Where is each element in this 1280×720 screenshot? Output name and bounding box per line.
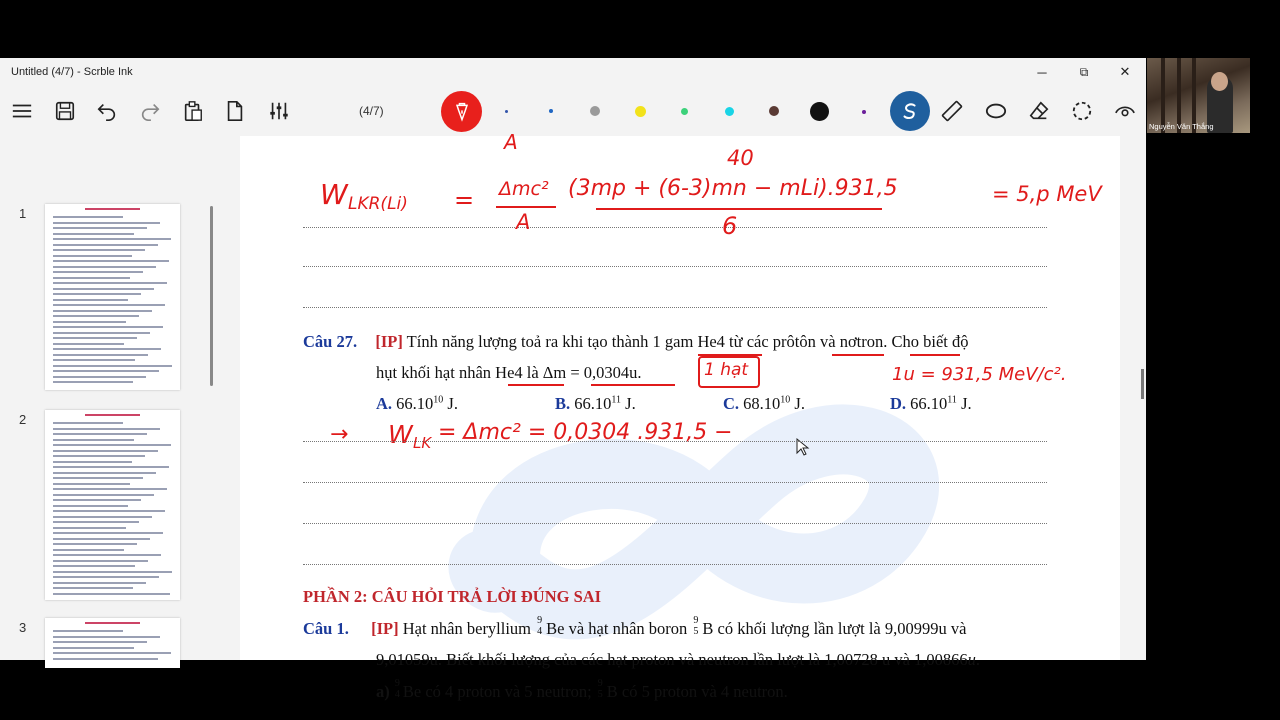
thumbnail-text-line xyxy=(53,494,154,496)
thumbnail-text-line xyxy=(53,337,137,339)
thumbnail-text-line xyxy=(53,527,126,529)
thumbnail-number: 2 xyxy=(19,412,27,427)
color-gray[interactable] xyxy=(590,106,600,116)
paste-icon[interactable] xyxy=(176,94,210,128)
thumbnail-text-line xyxy=(53,332,150,334)
thumbnail-text-line xyxy=(53,439,134,441)
undo-icon[interactable] xyxy=(90,94,124,128)
thumbnail-text-line xyxy=(53,233,134,235)
thumbnail-text-line xyxy=(53,560,148,562)
maximize-button[interactable]: ⧉ xyxy=(1079,64,1089,79)
answer-line xyxy=(303,307,1047,308)
redo-icon[interactable] xyxy=(133,94,167,128)
page-indicator: (4/7) xyxy=(359,104,384,118)
ink-w-sub: LK xyxy=(413,434,432,452)
thumbnail-text-line xyxy=(53,455,145,457)
thumbnail-text-line xyxy=(53,282,167,284)
menu-icon[interactable] xyxy=(5,94,39,128)
ink-formula-lhs: W xyxy=(320,178,348,211)
ink-note: 1 hạt xyxy=(704,360,749,380)
thumbnail-text-line xyxy=(53,488,167,490)
thumbnail-text-line xyxy=(53,244,158,246)
question-text: Tính năng lượng toả ra khi tạo thành 1 gam He4 từ các prôtôn và nơtron. Cho biết độ xyxy=(406,332,969,351)
thumbnail-text-line xyxy=(53,477,143,479)
pen-tool-button[interactable] xyxy=(441,91,482,132)
thumbnail-text-line xyxy=(53,658,158,660)
thumbnail-text-line xyxy=(53,483,130,485)
thumbnail-text-line xyxy=(53,343,124,345)
thumbnail-text-line xyxy=(53,652,171,654)
thumbnail-text-line xyxy=(53,466,169,468)
ink-w: W xyxy=(388,420,413,449)
thumbnail-text-line xyxy=(53,255,132,257)
app-window xyxy=(0,58,1146,701)
nuclide-atomic-number: 5 xyxy=(693,626,699,637)
nuclide-atomic-number: 4 xyxy=(537,626,543,637)
webcam-face xyxy=(1211,72,1228,91)
option-c[interactable]: C. 68.10$^{10}$ J. xyxy=(723,394,805,413)
ink-underline xyxy=(508,384,564,386)
section2-question1-item-a: a) 9 4 Be có 4 proton và 5 neutron; 9 5 B có 5 proton và 4 neutron. xyxy=(376,678,788,701)
ink-fraction-denominator: A xyxy=(516,210,531,234)
ink-fragment: A xyxy=(504,130,518,154)
thumbnail-text-line xyxy=(53,505,128,507)
ink-energy-expression: = Δmc² = 0,0304 .931,5 − xyxy=(438,420,733,445)
thumbnail-text-line xyxy=(53,499,141,501)
ink-fraction-numerator: Δmc² xyxy=(499,178,549,200)
thumbnail-text-line xyxy=(53,510,165,512)
thumbnail-text-line xyxy=(53,260,169,262)
ink-equals: = xyxy=(454,186,475,214)
thumbnail-text-line xyxy=(53,554,161,556)
eraser-icon[interactable] xyxy=(1022,94,1056,128)
thumbnail-text-line xyxy=(53,444,171,446)
ink-fraction-bar xyxy=(596,208,882,210)
thumbnail-text-line xyxy=(53,630,123,632)
thumbnail-text-line xyxy=(53,293,141,295)
thumbnail-text-line xyxy=(53,516,152,518)
ink-bracket-expression: (3mp + (6-3)mn − mLi).931,5 xyxy=(568,176,898,201)
save-icon[interactable] xyxy=(48,94,82,128)
thumbnail-text-line xyxy=(53,571,172,573)
close-button[interactable]: ✕ xyxy=(1119,64,1131,79)
thumbnail-text-line xyxy=(53,238,171,240)
thumbnail-text-line xyxy=(53,348,161,350)
thumbnail-heading xyxy=(85,208,140,210)
thumbnail-text-line xyxy=(53,354,148,356)
thumbnail-text-line xyxy=(53,647,134,649)
thumbnail-text-line xyxy=(53,315,139,317)
minimize-button[interactable]: ─ xyxy=(1037,64,1047,80)
title-bar xyxy=(0,58,1146,86)
webcam-name: Nguyễn Văn Thắng xyxy=(1149,122,1214,131)
page-thumbnail-3[interactable] xyxy=(45,618,180,668)
thumbnail-text-line xyxy=(53,288,154,290)
section2-question1-line1: Câu 1. [IP] Hạt nhân beryllium 9 4 Be và hạt nhân boron 9 5 B có khối lượng lần lượt là 9,00999u và xyxy=(303,615,967,638)
option-b[interactable]: B. 66.10$^{11}$ J. xyxy=(555,394,636,413)
lasso-icon xyxy=(899,100,921,122)
thumbnail-text-line xyxy=(53,277,130,279)
thumbnail-text-line xyxy=(53,422,123,424)
ink-arrow: → xyxy=(330,422,349,447)
thumbnail-text-line xyxy=(53,532,163,534)
pen-tool-icon xyxy=(452,102,472,122)
answer-line xyxy=(303,482,1047,483)
shape-icon[interactable] xyxy=(979,94,1013,128)
thumbnail-text-line xyxy=(53,593,170,595)
thumbnail-text-line xyxy=(53,565,135,567)
thumbnail-text-line xyxy=(53,428,160,430)
webcam-overlay xyxy=(1147,58,1250,133)
thumbnail-text-line xyxy=(53,310,152,312)
thumbnail-text-line xyxy=(53,222,160,224)
thumbnail-text-line xyxy=(53,326,163,328)
color-blue[interactable] xyxy=(549,109,553,113)
thumbnail-number: 3 xyxy=(19,620,27,635)
color-purple[interactable] xyxy=(862,110,866,114)
section-heading: PHẦN 2: CÂU HỎI TRẢ LỜI ĐÚNG SAI xyxy=(303,587,602,606)
thumbnail-heading xyxy=(85,622,140,624)
color-green[interactable] xyxy=(681,108,688,115)
thumbnail-text-line xyxy=(53,370,159,372)
question-27-line1 xyxy=(303,332,969,352)
thumbnail-text-line xyxy=(53,359,135,361)
answer-line xyxy=(303,441,1047,442)
ink-underline xyxy=(910,354,960,356)
page-thumbnail-2[interactable] xyxy=(45,410,180,600)
color-cyan[interactable] xyxy=(725,107,734,116)
toolbar xyxy=(0,86,1146,136)
color-brown[interactable] xyxy=(769,106,779,116)
ink-formula-lhs-sub: LKR(Li) xyxy=(348,194,408,214)
thumbnail-text-line xyxy=(53,321,126,323)
thumbnail-text-line xyxy=(53,641,147,643)
ink-fraction-denominator: 6 xyxy=(722,212,738,240)
thumbnail-text-line xyxy=(53,266,156,268)
sliders-icon[interactable] xyxy=(262,94,296,128)
thumbnail-text-line xyxy=(53,271,143,273)
question-tag: [IP] xyxy=(375,332,403,351)
ink-underline xyxy=(832,354,884,356)
thumbnail-number: 1 xyxy=(19,206,27,221)
select-icon[interactable] xyxy=(1065,94,1099,128)
thumbnail-text-line xyxy=(53,587,133,589)
ink-result: = 5,p MeV xyxy=(992,182,1102,206)
thumbnail-text-line xyxy=(53,472,156,474)
document-scrollbar[interactable] xyxy=(1141,369,1144,399)
thumbnail-text-line xyxy=(53,433,147,435)
color-blue-thin[interactable] xyxy=(505,110,508,113)
thumbnail-text-line xyxy=(53,521,139,523)
thumbnail-text-line xyxy=(53,299,128,301)
thumbnail-text-line xyxy=(53,549,124,551)
thumbnail-text-line xyxy=(53,376,146,378)
answer-line xyxy=(303,564,1047,565)
thumbnail-text-line xyxy=(53,538,150,540)
page-icon[interactable] xyxy=(218,94,252,128)
ink-underline xyxy=(591,384,675,386)
thumbnail-heading xyxy=(85,414,140,416)
view-icon[interactable] xyxy=(1108,94,1142,128)
thumbnail-text-line xyxy=(53,576,159,578)
question-27-line2: hụt khối hạt nhân He4 là Δm = 0,0304u. xyxy=(376,363,642,382)
thumbnail-text-line xyxy=(53,381,133,383)
option-a[interactable]: A. 66.10$^{10}$ J. xyxy=(376,394,458,413)
ink-fraction-bar xyxy=(496,206,556,208)
answer-line xyxy=(303,266,1047,267)
thumbnail-text-line xyxy=(53,636,160,638)
thumbnail-text-line xyxy=(53,227,147,229)
thumbnail-text-line xyxy=(53,365,172,367)
thumbnail-text-line xyxy=(53,304,165,306)
thumbnail-text-line xyxy=(53,461,132,463)
thumbnail-text-line xyxy=(53,582,146,584)
ruler-icon[interactable] xyxy=(935,94,969,128)
ink-unit-note: 1u = 931,5 MeV/c². xyxy=(892,364,1067,385)
document-page[interactable] xyxy=(240,130,1120,701)
answer-line xyxy=(303,523,1047,524)
thumbnail-text-line xyxy=(53,249,145,251)
color-yellow[interactable] xyxy=(635,106,646,117)
window-title: Untitled (4/7) - Scrble Ink xyxy=(11,66,133,78)
thumbnail-text-line xyxy=(53,543,137,545)
option-d[interactable]: D. 66.10$^{11}$ J. xyxy=(890,394,972,413)
page-thumbnail-1[interactable] xyxy=(45,204,180,390)
nuclide-mass-number: 9 xyxy=(537,615,543,626)
section2-question1-line2: 9,01059u. Biết khối lượng của các hạt proton và neutron lần lượt là 1,00728 u và 1,00866u. xyxy=(376,650,981,669)
answer-line xyxy=(303,227,1047,228)
page-thumbnails-sidebar xyxy=(0,136,240,660)
lasso-button[interactable] xyxy=(890,91,930,131)
question-label: Câu 27. xyxy=(303,332,358,351)
thumbnail-text-line xyxy=(53,216,123,218)
ink-number: 40 xyxy=(727,146,754,170)
thumbnail-text-line xyxy=(53,450,158,452)
sidebar-scrollbar[interactable] xyxy=(210,206,213,386)
color-black[interactable] xyxy=(810,102,829,121)
nuclide-mass-number: 9 xyxy=(693,615,699,626)
